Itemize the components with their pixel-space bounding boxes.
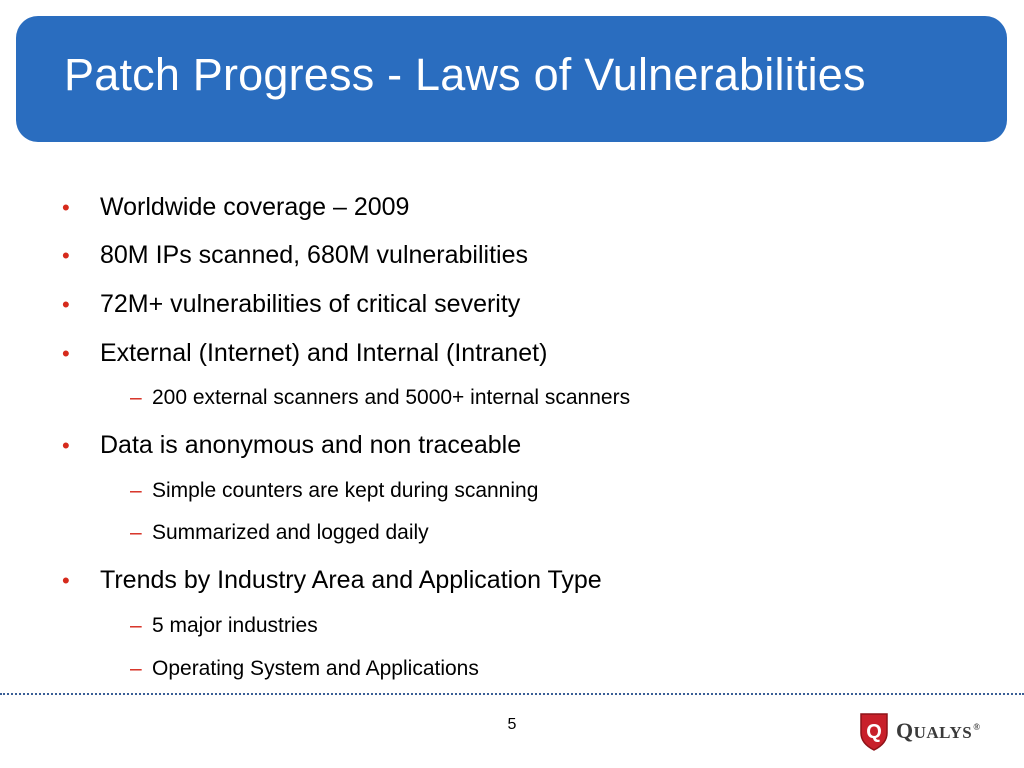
- dash-marker: –: [130, 479, 142, 502]
- sub-bullet-text: 200 external scanners and 5000+ internal scanners: [152, 386, 631, 409]
- sub-bullet-item: [130, 656, 479, 682]
- registered-mark: ®: [973, 722, 981, 732]
- dash-marker: –: [130, 657, 142, 680]
- logo-initial: Q: [896, 718, 914, 743]
- dash-marker: –: [130, 521, 142, 544]
- bullet-item: [62, 289, 520, 320]
- sub-bullet-item: [130, 385, 630, 411]
- dash-marker: –: [130, 386, 142, 409]
- bullet-item: [62, 192, 409, 223]
- bullet-marker: •: [62, 568, 70, 593]
- bullet-text: Trends by Industry Area and Application Type: [100, 566, 602, 594]
- slide-title: Patch Progress - Laws of Vulnerabilities: [64, 49, 866, 100]
- bullet-item: [62, 240, 528, 271]
- bullet-marker: •: [62, 292, 70, 317]
- shield-letter: Q: [866, 721, 882, 743]
- bullet-text: 80M IPs scanned, 680M vulnerabilities: [100, 241, 529, 269]
- sub-bullet-item: [130, 478, 538, 504]
- sub-bullet-text: Operating System and Applications: [152, 657, 479, 680]
- bullet-text: External (Internet) and Internal (Intranet): [100, 339, 548, 367]
- bullet-item: [62, 565, 602, 596]
- qualys-logo: [858, 711, 980, 751]
- page-number: 5: [507, 716, 517, 733]
- logo-wordmark: [896, 718, 980, 744]
- dash-marker: –: [130, 614, 142, 637]
- bullet-text: 72M+ vulnerabilities of critical severity: [100, 290, 521, 318]
- bullet-marker: •: [62, 341, 70, 366]
- footer-divider: [0, 693, 1024, 695]
- bullet-marker: •: [62, 433, 70, 458]
- bullet-item: [62, 338, 547, 369]
- bullet-text: Data is anonymous and non traceable: [100, 431, 522, 459]
- bullet-marker: •: [62, 243, 70, 268]
- sub-bullet-item: [130, 520, 429, 546]
- bullet-text: Worldwide coverage – 2009: [100, 193, 410, 221]
- sub-bullet-item: [130, 613, 318, 639]
- shield-icon: [858, 711, 890, 751]
- sub-bullet-text: Simple counters are kept during scanning: [152, 479, 539, 502]
- logo-rest: UALYS: [913, 723, 973, 742]
- bullet-item: [62, 430, 521, 461]
- bullet-marker: •: [62, 195, 70, 220]
- sub-bullet-text: Summarized and logged daily: [152, 521, 429, 544]
- sub-bullet-text: 5 major industries: [152, 614, 318, 637]
